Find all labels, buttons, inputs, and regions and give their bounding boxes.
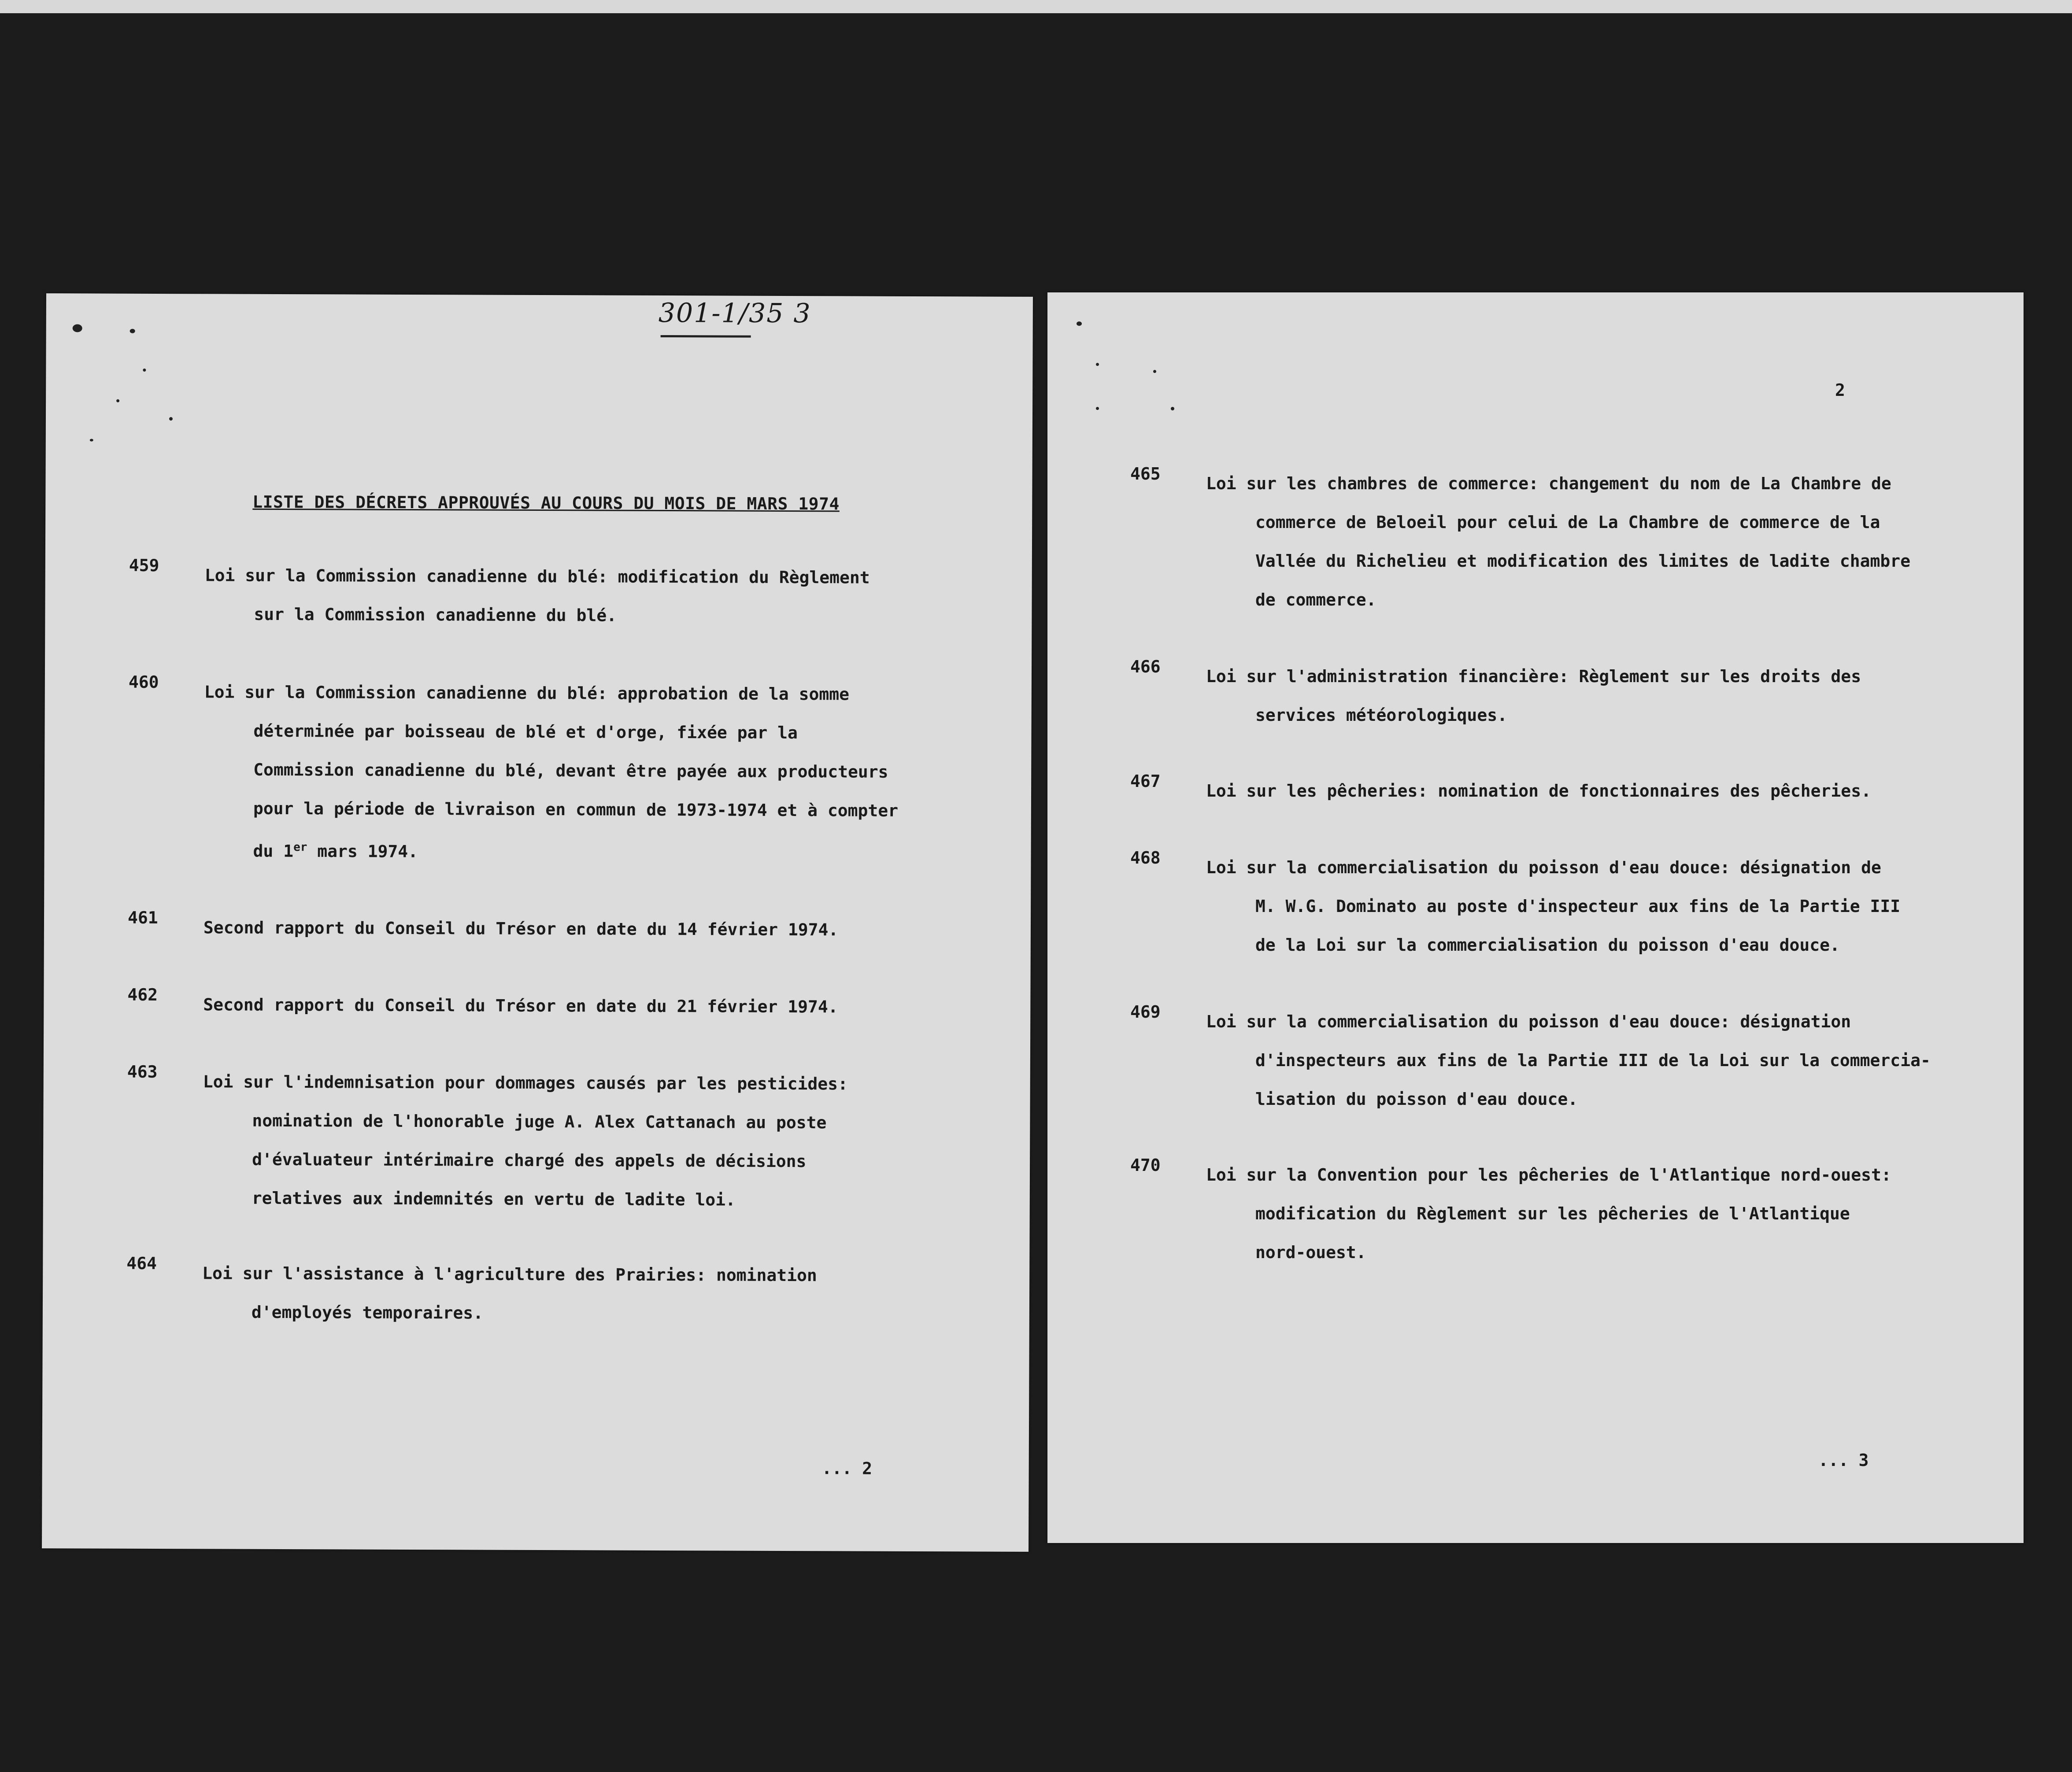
decree-line: modification du Règlement sur les pêcheries de l'Atlantique xyxy=(1255,1204,1850,1223)
decree-line: lisation du poisson d'eau douce. xyxy=(1255,1089,1578,1109)
scan-top-edge xyxy=(0,0,2072,13)
decree-line: Loi sur la Commission canadienne du blé: approbation de la somme xyxy=(204,682,850,704)
decree-line: Second rapport du Conseil du Trésor en date du 14 février 1974. xyxy=(203,918,839,940)
decree-number: 461 xyxy=(127,908,158,927)
ordinal-superscript: er xyxy=(293,841,307,854)
decree-line: Loi sur la commercialisation du poisson d'eau douce: désignation de xyxy=(1206,858,1881,877)
decree-number: 465 xyxy=(1130,464,1161,484)
decree-line: d'évaluateur intérimaire chargé des appels de décisions xyxy=(252,1149,807,1171)
decree-number: 466 xyxy=(1130,657,1161,676)
decree-line: Commission canadienne du blé, devant être payée aux producteurs xyxy=(253,760,888,782)
decree-line: services météorologiques. xyxy=(1255,705,1507,725)
scan-speck xyxy=(130,329,135,333)
decree-line: nomination de l'honorable juge A. Alex Cattanach au poste xyxy=(252,1111,827,1133)
scan-speck xyxy=(143,369,146,372)
decree-line: Second rapport du Conseil du Trésor en date du 21 février 1974. xyxy=(203,995,838,1017)
decree-line: Loi sur les pêcheries: nomination de fonctionnaires des pêcheries. xyxy=(1206,781,1871,801)
decree-text xyxy=(204,556,870,635)
decree-line xyxy=(204,827,898,869)
decree-number: 464 xyxy=(126,1253,157,1273)
decree-text xyxy=(1206,1155,1891,1272)
decree-line: Loi sur l'assistance à l'agriculture des Prairies: nomination xyxy=(202,1263,817,1285)
scan-speck xyxy=(1171,407,1174,410)
decree-line: relatives aux indemnités en vertu de ladite loi. xyxy=(252,1188,736,1210)
decree-text xyxy=(1206,772,1871,810)
decree-line: Loi sur la commercialisation du poisson d'eau douce: désignation xyxy=(1206,1012,1851,1031)
scan-speck xyxy=(169,417,173,421)
decree-number: 470 xyxy=(1130,1155,1161,1175)
decree-number: 467 xyxy=(1130,772,1161,791)
decree-text xyxy=(1206,657,1861,735)
document-page-right xyxy=(1047,292,2024,1543)
decree-text xyxy=(1206,464,1910,619)
decree-line: nord-ouest. xyxy=(1255,1243,1366,1262)
decree-line: commerce de Beloeil pour celui de La Chambre de commerce de la xyxy=(1255,513,1880,532)
continuation-marker: ... 2 xyxy=(821,1458,873,1478)
decree-number: 468 xyxy=(1130,848,1161,868)
continuation-marker: ... 3 xyxy=(1818,1451,1869,1470)
scan-speck xyxy=(116,399,119,402)
decree-line: Loi sur les chambres de commerce: changement du nom de La Chambre de xyxy=(1206,474,1891,493)
scan-speck xyxy=(1153,370,1156,373)
decree-text xyxy=(1206,848,1900,964)
decree-line: sur la Commission canadienne du blé. xyxy=(254,604,617,625)
scan-speck xyxy=(1077,321,1082,326)
decree-number: 462 xyxy=(127,985,158,1004)
page-number: 2 xyxy=(1835,380,1845,400)
decree-number: 459 xyxy=(129,555,159,575)
scan-speck xyxy=(90,439,93,441)
decree-text xyxy=(204,672,899,868)
decree-line: Vallée du Richelieu et modification des limites de ladite chambre xyxy=(1255,551,1911,571)
handwritten-reference-number: 301-1/35 3 xyxy=(658,297,811,329)
decree-line: Loi sur la Convention pour les pêcheries de l'Atlantique nord-ouest: xyxy=(1206,1165,1891,1185)
decree-line: Loi sur l'indemnisation pour dommages causés par les pesticides: xyxy=(203,1072,848,1094)
page-title: LISTE DES DÉCRETS APPROUVÉS AU COURS DU MOIS DE MARS 1974 xyxy=(252,492,840,514)
decree-number: 469 xyxy=(1130,1002,1161,1022)
decree-line-start: du 1 xyxy=(253,841,294,861)
decree-number: 460 xyxy=(128,672,159,692)
decree-text xyxy=(203,985,838,1026)
decree-line: d'employés temporaires. xyxy=(251,1302,484,1323)
scan-speck xyxy=(73,324,82,332)
decree-text xyxy=(203,1062,848,1219)
decree-number: 463 xyxy=(127,1062,158,1082)
decree-line: de commerce. xyxy=(1255,590,1376,609)
decree-line: déterminée par boisseau de blé et d'orge, fixée par la xyxy=(253,721,798,743)
decree-text xyxy=(204,908,839,949)
decree-line: d'inspecteurs aux fins de la Partie III de la Loi sur la commercia- xyxy=(1255,1051,1931,1070)
document-page-left xyxy=(42,293,1033,1552)
decree-text xyxy=(202,1254,817,1333)
decree-line: M. W.G. Dominato au poste d'inspecteur aux fins de la Partie III xyxy=(1255,897,1901,916)
reference-underline xyxy=(661,335,751,338)
decree-line-end: mars 1974. xyxy=(307,841,418,861)
decree-text xyxy=(1206,1002,1931,1119)
decree-line: de la Loi sur la commercialisation du poisson d'eau douce. xyxy=(1255,935,1840,955)
decree-line: Loi sur l'administration financière: Règlement sur les droits des xyxy=(1206,667,1861,686)
decree-line: pour la période de livraison en commun de 1973-1974 et à compter xyxy=(253,798,899,820)
decree-line: Loi sur la Commission canadienne du blé: modification du Règlement xyxy=(204,565,870,587)
scan-speck xyxy=(1096,407,1099,410)
scan-speck xyxy=(1096,363,1099,366)
